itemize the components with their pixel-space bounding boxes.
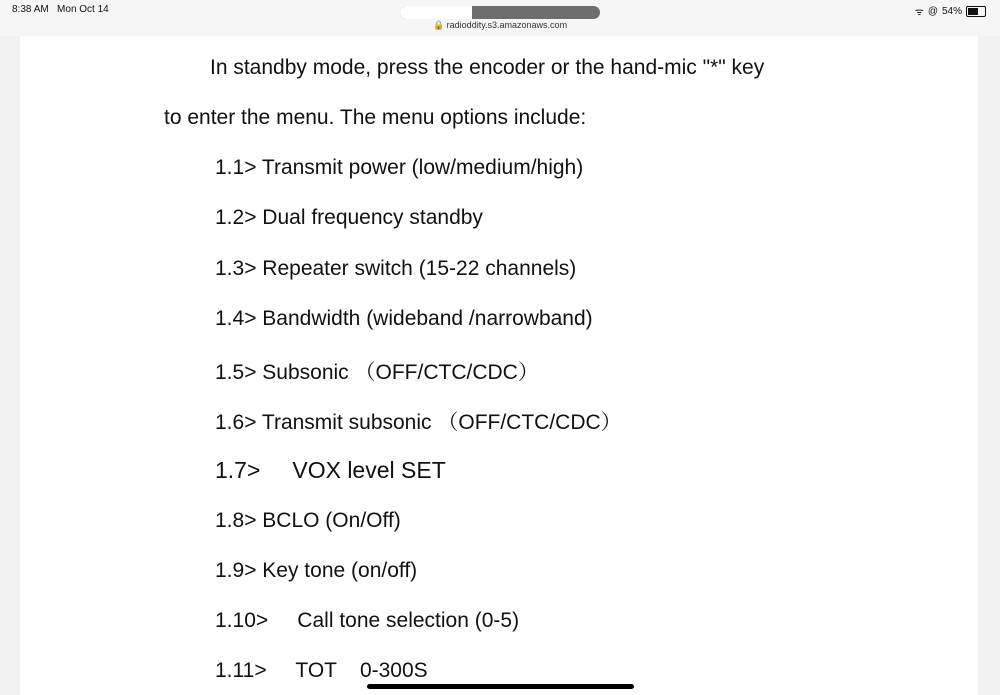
menu-item: 1.6> Transmit subsonic （OFF/CTC/CDC） — [215, 411, 622, 434]
menu-item: 1.7> VOX level SET — [215, 457, 446, 483]
menu-item: 1.8> BCLO (On/Off) — [215, 509, 401, 532]
orientation-lock-icon: @ — [927, 5, 938, 17]
status-bar — [0, 0, 1000, 36]
wifi-icon: ᯤ — [914, 7, 924, 18]
page-load-progress — [400, 6, 600, 19]
menu-item: 1.4> Bandwidth (wideband /narrowband) — [215, 307, 593, 330]
menu-item: 1.3> Repeater switch (15-22 channels) — [215, 257, 577, 280]
intro-line-1: In standby mode, press the encoder or the hand-mic "*" key — [210, 56, 765, 79]
status-icons — [915, 4, 986, 18]
address-bar[interactable] — [0, 20, 1000, 31]
home-indicator[interactable] — [367, 684, 634, 689]
menu-item: 1.9> Key tone (on/off) — [215, 559, 418, 582]
lock-icon: 🔒 — [432, 20, 445, 30]
menu-item: 1.1> Transmit power (low/medium/high) — [215, 156, 584, 179]
intro-line-2: to enter the menu. The menu options include: — [164, 106, 587, 129]
status-time — [12, 4, 109, 15]
battery-icon — [966, 6, 986, 17]
menu-item: 1.2> Dual frequency standby — [215, 206, 483, 229]
time: 8:38 AM — [12, 4, 49, 15]
date: Mon Oct 14 — [57, 4, 109, 15]
menu-item: 1.10> Call tone selection (0-5) — [215, 609, 520, 632]
url-text: radioddity.s3.amazonaws.com — [446, 20, 568, 30]
menu-item: 1.11> TOT 0-300S — [215, 659, 428, 682]
menu-item: 1.5> Subsonic （OFF/CTC/CDC） — [215, 361, 539, 384]
battery-percent: 54% — [941, 5, 962, 17]
